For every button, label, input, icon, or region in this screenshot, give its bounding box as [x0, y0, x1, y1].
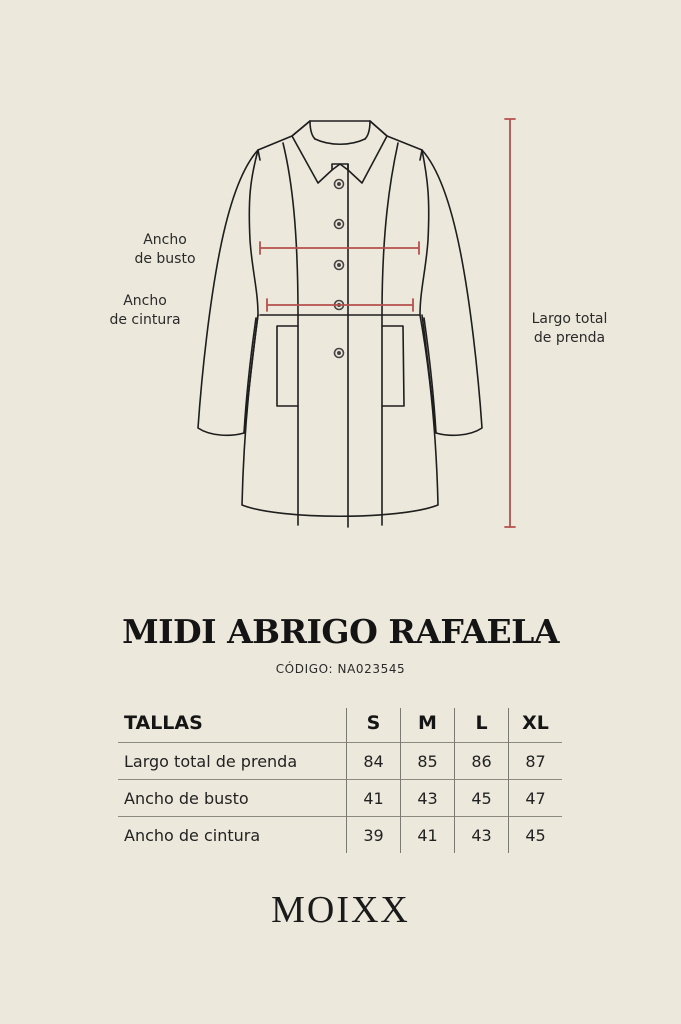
bust-measure [260, 242, 419, 254]
waist-label-line1: Ancho [123, 293, 167, 309]
bust-label-line2: de busto [134, 251, 196, 267]
header-l: L [455, 708, 509, 743]
cell: 45 [509, 817, 563, 854]
waist-label-line2: de cintura [109, 312, 181, 328]
bust-label [120, 231, 210, 269]
header-tallas: TALLAS [124, 712, 203, 734]
bust-label-line1: Ancho [143, 232, 187, 248]
collar [292, 121, 387, 183]
cell: 85 [401, 743, 455, 780]
left-sleeve [198, 150, 258, 435]
row-label: Largo total de prenda [118, 743, 347, 780]
length-measure [505, 119, 515, 527]
length-label [522, 310, 617, 348]
cell: 86 [455, 743, 509, 780]
waist-label [100, 292, 190, 330]
table-row [118, 817, 562, 854]
size-table-header [118, 708, 562, 743]
header-m: M [401, 708, 455, 743]
table-row [118, 780, 562, 817]
cell: 47 [509, 780, 563, 817]
product-code: CÓDIGO: NA023545 [275, 662, 406, 676]
table-row [118, 743, 562, 780]
cell: 84 [347, 743, 401, 780]
row-label: Ancho de cintura [118, 817, 347, 854]
cell: 43 [455, 817, 509, 854]
length-label-line2: de prenda [533, 330, 606, 346]
cell: 87 [509, 743, 563, 780]
header-xl: XL [509, 708, 563, 743]
cell: 39 [347, 817, 401, 854]
right-sleeve [422, 150, 482, 435]
product-title: MIDI ABRIGO RAFAELA [122, 612, 559, 651]
size-table [118, 708, 562, 853]
buttons [335, 180, 344, 358]
cell: 43 [401, 780, 455, 817]
cell: 41 [347, 780, 401, 817]
cell: 41 [401, 817, 455, 854]
brand-logo: MOIXX [271, 889, 410, 931]
row-label: Ancho de busto [118, 780, 347, 817]
header-s: S [347, 708, 401, 743]
cell: 45 [455, 780, 509, 817]
length-label-line1: Largo total [531, 311, 608, 327]
